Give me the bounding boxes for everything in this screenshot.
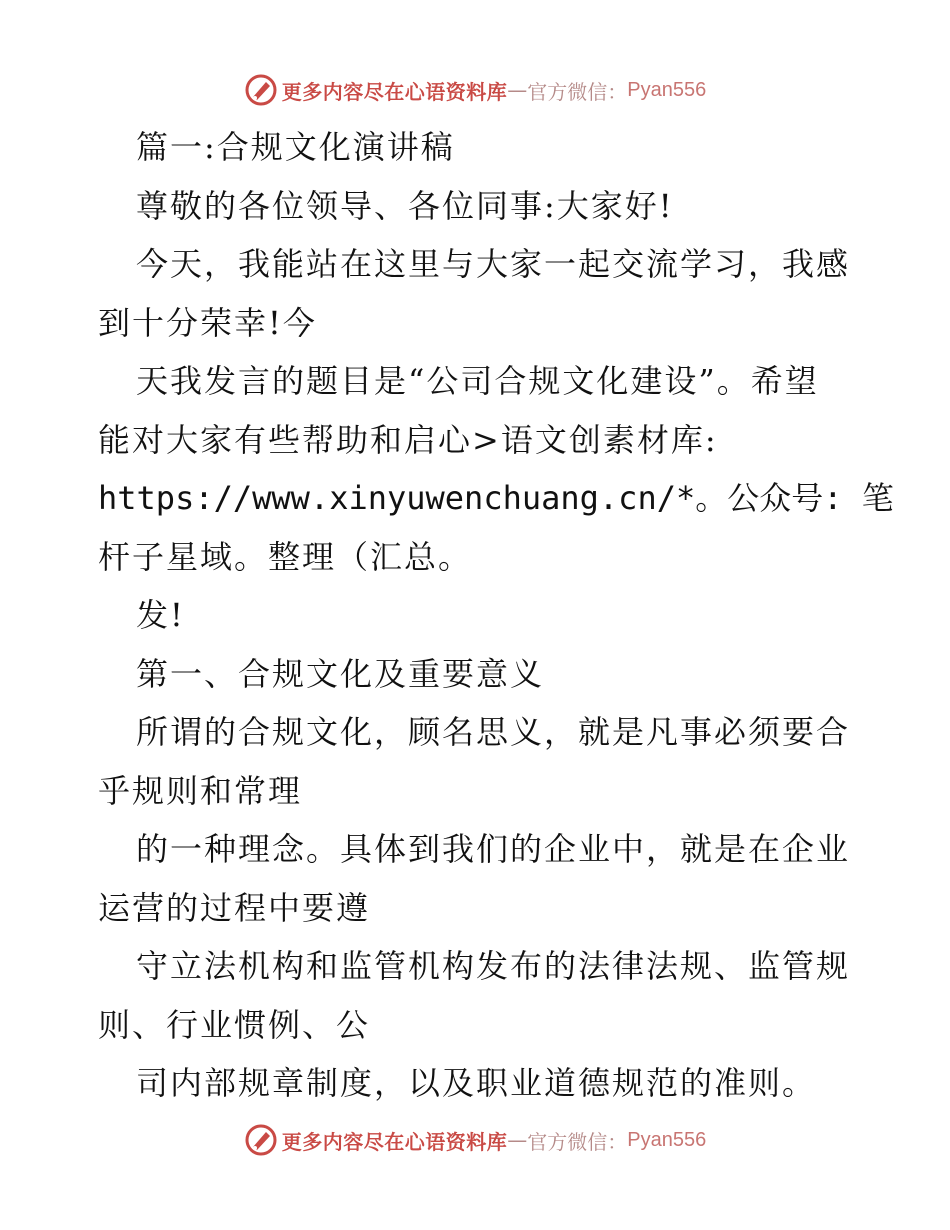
watermark-brand: 更多内容尽在心语资料库 xyxy=(281,79,508,104)
paragraph-line: 尊敬的各位领导、各位同事:大家好! xyxy=(136,186,674,225)
paragraph-line: 到十分荣幸!今 xyxy=(98,303,317,342)
watermark-wechat-id: Pyan556 xyxy=(627,1128,707,1151)
watermark-header xyxy=(0,70,950,110)
watermark-official: 官方微信： xyxy=(527,79,628,104)
paragraph-line-url: https://www.xinyuwenchuang.cn/*。公众号: 笔 xyxy=(98,479,894,517)
paragraph-line: 则、行业惯例、公 xyxy=(98,1005,371,1044)
paragraph-line: 杆子星域。整理（汇总。 xyxy=(98,537,473,576)
paragraph-line: 能对大家有些帮助和启心>语文创素材库: xyxy=(98,420,718,459)
paragraph-line: 运营的过程中要遵 xyxy=(98,888,371,927)
watermark-footer xyxy=(0,1120,950,1160)
paragraph-line: 乎规则和常理 xyxy=(98,771,303,810)
pen-logo-icon xyxy=(244,1123,278,1157)
paragraph-line: 守立法机构和监管机构发布的法律法规、监管规 xyxy=(136,947,851,985)
paragraph-line: 今天，我能站在这里与大家一起交流学习，我感 xyxy=(136,245,851,283)
paragraph-line: 司内部规章制度，以及职业道德规范的准则。 xyxy=(136,1064,817,1102)
watermark-dash: — xyxy=(507,78,528,102)
watermark-dash: — xyxy=(507,1128,528,1152)
document-title: 篇一:合规文化演讲稿 xyxy=(136,128,455,166)
watermark-official: 官方微信： xyxy=(527,1129,628,1154)
paragraph-line: 发! xyxy=(136,596,185,634)
watermark-wechat-id: Pyan556 xyxy=(627,78,707,101)
watermark-brand: 更多内容尽在心语资料库 xyxy=(281,1129,508,1154)
section-heading: 第一、合规文化及重要意义 xyxy=(136,654,545,693)
document-body xyxy=(98,118,894,1113)
pen-logo-icon xyxy=(244,73,278,107)
paragraph-line: 的一种理念。具体到我们的企业中，就是在企业 xyxy=(136,830,851,868)
paragraph-line: 天我发言的题目是“公司合规文化建设”。希望 xyxy=(136,362,819,400)
paragraph-line: 所谓的合规文化，顾名思义，就是凡事必须要合 xyxy=(136,713,851,751)
